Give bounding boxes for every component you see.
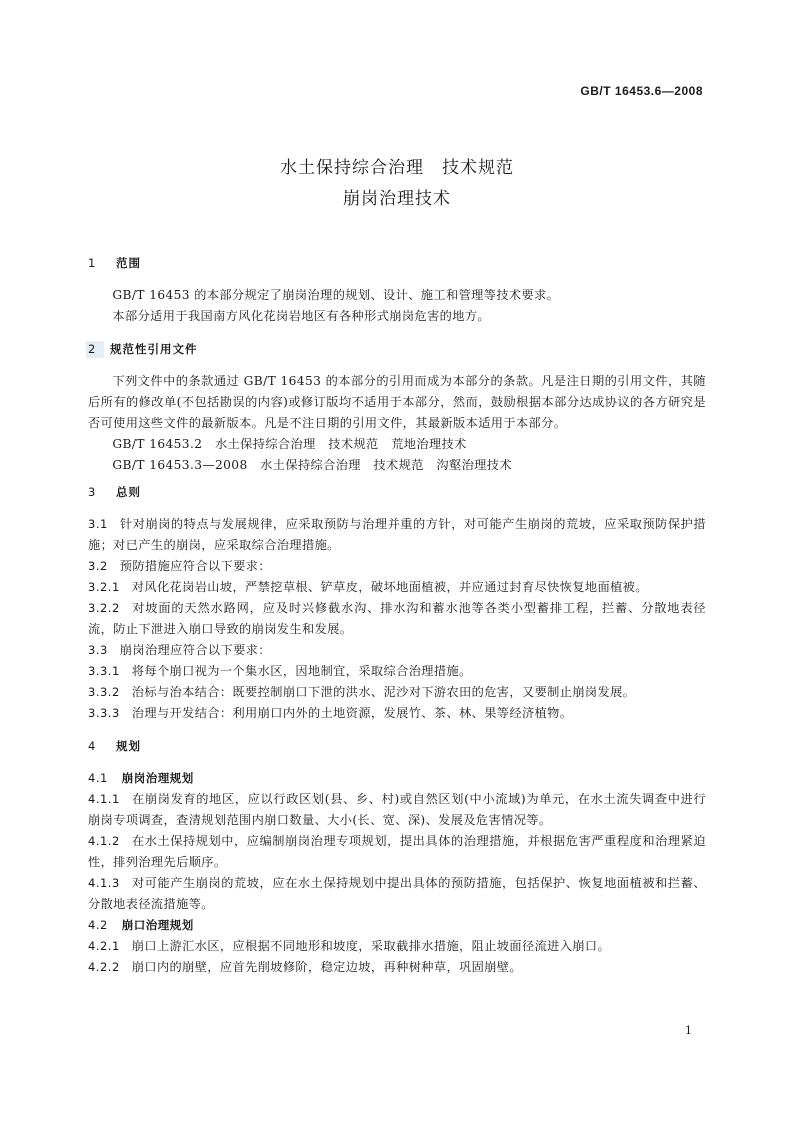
clause-text: 治理与开发结合：利用崩口内外的土地资源，发展竹、茶、林、果等经济植物。 bbox=[131, 706, 573, 720]
clause bbox=[88, 682, 706, 703]
clause-number: 3.3.2 bbox=[88, 685, 120, 699]
clause-number: 4.1.2 bbox=[88, 834, 120, 848]
subsection-title: 崩岗治理规划 bbox=[121, 771, 194, 785]
subsection-heading bbox=[88, 768, 706, 789]
clause bbox=[88, 598, 706, 640]
clause bbox=[88, 789, 706, 831]
clause bbox=[88, 661, 706, 682]
section-title: 规划 bbox=[116, 739, 141, 753]
page-number: 1 bbox=[685, 1024, 692, 1037]
subsection-title: 崩口治理规划 bbox=[121, 918, 194, 932]
paragraph: 下列文件中的条款通过 GB/T 16453 的本部分的引用而成为本部分的条款。凡是注日期的引用文件，其随后所有的修改单(不包括勘误的内容)或修订版均不适用于本部分，然而，鼓励根据本部分达成协议的各方研究是否可使用这些文件的最新版本。凡是不注日期的引用文件，其最新版本适用于本部分。 bbox=[88, 374, 706, 430]
clause-text: 预防措施应符合以下要求： bbox=[119, 559, 271, 573]
clause bbox=[88, 703, 706, 724]
clause-number: 3.2 bbox=[88, 559, 108, 573]
clause-number: 3.2.1 bbox=[88, 580, 120, 594]
document-subtitle: 崩岗治理技术 bbox=[343, 189, 451, 209]
clause bbox=[88, 640, 706, 661]
clause bbox=[88, 831, 706, 873]
clause-text: 将每个崩口视为一个集水区，因地制宜，采取综合治理措施。 bbox=[131, 664, 472, 678]
section-title: 范围 bbox=[116, 256, 141, 270]
clause-number: 3.3.1 bbox=[88, 664, 120, 678]
clause-number: 4.1.1 bbox=[88, 792, 120, 806]
clause bbox=[88, 873, 706, 915]
clause bbox=[88, 577, 706, 598]
clause-number: 4.2 bbox=[88, 918, 108, 932]
clause-number: 4.1 bbox=[88, 771, 108, 785]
section-number: 4 bbox=[88, 739, 97, 753]
standard-code: GB/T 16453.6—2008 bbox=[580, 84, 703, 98]
section-2-heading bbox=[88, 339, 706, 360]
paragraph: GB/T 16453 的本部分规定了崩岗治理的规划、设计、施工和管理等技术要求。 bbox=[112, 288, 560, 302]
clause-number: 3.3 bbox=[88, 643, 108, 657]
clause-number: 4.2.1 bbox=[88, 939, 120, 953]
clause-text: 崩口内的崩壁，应首先削坡修阶，稳定边坡，再种树种草，巩固崩壁。 bbox=[131, 960, 522, 974]
clause bbox=[88, 957, 706, 978]
clause-text: 在崩岗发育的地区，应以行政区划(县、乡、村)或自然区划(中小流域)为单元，在水土流失调查中进行崩岗专项调查，查清规划范围内崩口数量、大小(长、宽、深)、发展及危害情况等。 bbox=[88, 792, 706, 827]
section-title: 总则 bbox=[116, 485, 141, 499]
clause-number: 3.1 bbox=[88, 517, 108, 531]
document-title: 水土保持综合治理 技术规范 bbox=[280, 158, 514, 178]
clause-text: 对风化花岗岩山坡，严禁挖草根、铲草皮，破坏地面植被，并应通过封育尽快恢复地面植被。 bbox=[131, 580, 648, 594]
section-3-heading bbox=[88, 482, 706, 503]
clause bbox=[88, 556, 706, 577]
clause-text: 治标与治本结合：既要控制崩口下泄的洪水、泥沙对下游农田的危害，又要制止崩岗发展。 bbox=[131, 685, 636, 699]
section-4-heading bbox=[88, 736, 706, 757]
section-1-heading bbox=[88, 253, 706, 274]
clause-text: 对可能产生崩岗的荒坡，应在水土保持规划中提出具体的预防措施，包括保护、恢复地面植被和拦蓄、分散地表径流措施等。 bbox=[88, 876, 706, 911]
section-number: 2 bbox=[88, 342, 97, 356]
reference-item: GB/T 16453.3—2008 水土保持综合治理 技术规范 沟壑治理技术 bbox=[112, 458, 512, 472]
clause-text: 对坡面的天然水路网，应及时兴修截水沟、排水沟和蓄水池等各类小型蓄排工程，拦蓄、分散地表径流，防止下泄进入崩口导致的崩岗发生和发展。 bbox=[88, 601, 706, 636]
section-number: 3 bbox=[88, 485, 97, 499]
clause-text: 在水土保持规划中，应编制崩岗治理专项规划，提出具体的治理措施，并根据危害严重程度和治理紧迫性，排列治理先后顺序。 bbox=[88, 834, 706, 869]
clause-number: 3.2.2 bbox=[88, 601, 120, 615]
subsection-heading bbox=[88, 915, 706, 936]
clause-text: 针对崩岗的特点与发展规律，应采取预防与治理并重的方针，对可能产生崩岗的荒坡，应采取预防保护措施；对已产生的崩岗，应采取综合治理措施。 bbox=[88, 517, 706, 552]
clause-text: 崩口上游汇水区，应根据不同地形和坡度，采取截排水措施，阻止坡面径流进入崩口。 bbox=[131, 939, 611, 953]
clause-number: 4.1.3 bbox=[88, 876, 120, 890]
paragraph: 本部分适用于我国南方风化花岗岩地区有各种形式崩岗危害的地方。 bbox=[112, 309, 491, 323]
section-title: 规范性引用文件 bbox=[110, 342, 198, 356]
clause-number: 3.3.3 bbox=[88, 706, 120, 720]
section-number: 1 bbox=[88, 256, 97, 270]
reference-item: GB/T 16453.2 水土保持综合治理 技术规范 荒地治理技术 bbox=[112, 437, 467, 451]
clause-text: 崩岗治理应符合以下要求： bbox=[119, 643, 271, 657]
document-body bbox=[88, 253, 706, 978]
clause bbox=[88, 514, 706, 556]
clause-number: 4.2.2 bbox=[88, 960, 120, 974]
clause bbox=[88, 936, 706, 957]
